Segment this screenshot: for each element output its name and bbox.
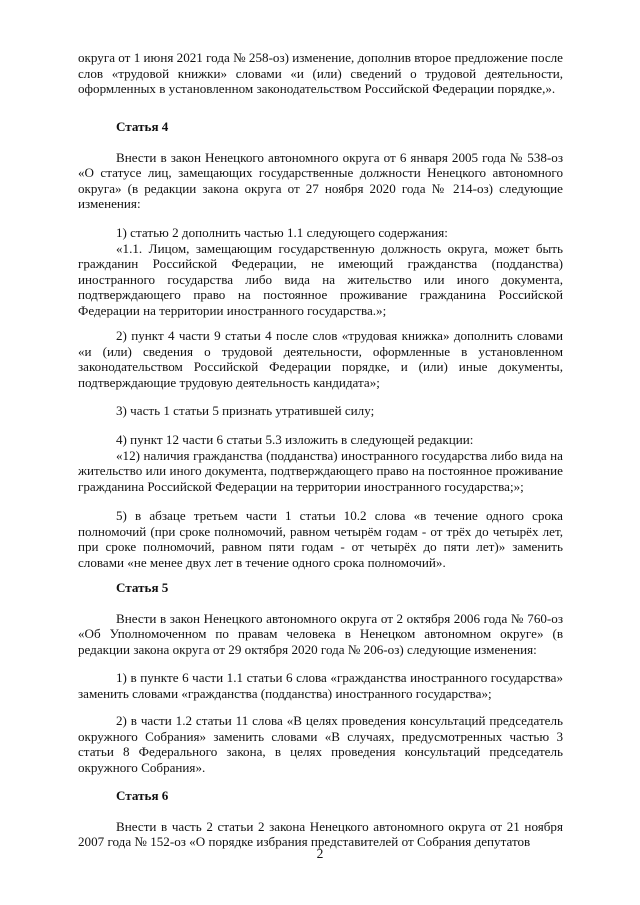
text-block-4 bbox=[78, 713, 563, 775]
text-block-1 bbox=[78, 50, 563, 97]
article-heading: Статья 5 bbox=[116, 580, 169, 595]
paragraph: Внести в закон Ненецкого автономного округа от 2 октября 2006 года № 760-оз «Об Уполномоченном по правам человека в Ненецком автономном округе» (в редакции закона округа от 29 октября 2020 года № 206-оз) следующие изменения: bbox=[78, 610, 563, 657]
paragraph: 5) в абзаце третьем части 1 статьи 10.2 слова «в течение одного срока полномочий (при сроке полномочий, равном четырём годам - от трёх до четырёх лет, при сроке полномочий, равном пяти годам - от четырёх до пяти лет)» заменить словами «не менее двух лет в течение одного срока полномочий». bbox=[78, 508, 563, 570]
paragraph: 4) пункт 12 части 6 статьи 5.3 изложить в следующей редакции: bbox=[116, 431, 474, 447]
paragraph: 1) статью 2 дополнить частью 1.1 следующего содержания: bbox=[116, 224, 448, 240]
paragraph: «1.1. Лицом, замещающим государственную должность округа, может быть гражданин Российской Федерации, не имеющий гражданства (подданства) иностранного государства либо вида на жительство или иного документа, подтверждающего право на постоянное проживание гражданина Российской Федерации на территории иностранного государства.»; bbox=[78, 240, 563, 318]
section-article-6 bbox=[78, 788, 563, 850]
page-number: 2 bbox=[316, 846, 324, 861]
paragraph: Внести в закон Ненецкого автономного округа от 6 января 2005 года № 538-оз «О статусе лиц, замещающих государственные должности Ненецкого автономного округа» (в редакции закона округа от 27 ноября 2020 года № 214-оз) следующие изменения: bbox=[78, 149, 563, 212]
paragraph: округа от 1 июня 2021 года № 258-оз) изменение, дополнив второе предложение после слов «трудовой книжки» словами «и (или) сведений о трудовой деятельности, оформленных в установленном законодательством Российской Федерации порядке,». bbox=[78, 50, 563, 97]
paragraph: Внести в часть 2 статьи 2 закона Ненецкого автономного округа от 21 ноября 2007 года № 152-оз «О порядке избрания представителей от Собрания депутатов bbox=[78, 818, 563, 850]
paragraph: 2) в части 1.2 статьи 11 слова «В целях проведения консультаций председатель окружного Собрания» заменить словами «В случаях, предусмотренных частью 3 статьи 8 Федерального закона, в целях проведения консультаций председатель окружного Собрания». bbox=[78, 713, 563, 775]
section-article-4 bbox=[78, 119, 563, 319]
paragraph: 3) часть 1 статьи 5 признать утратившей силу; bbox=[116, 403, 375, 419]
paragraph: 1) в пункте 6 части 1.1 статьи 6 слова «гражданства иностранного государства» заменить словами «гражданства (подданства) иностранного государства»; bbox=[78, 670, 563, 701]
paragraph: «12) наличия гражданства (подданства) иностранного государства либо вида на жительство или иного документа, подтверждающего право на постоянное проживание гражданина Российской Федерации на территории иностранного государства;»; bbox=[78, 447, 563, 494]
section-article-5 bbox=[78, 580, 563, 702]
article-heading: Статья 6 bbox=[116, 788, 169, 803]
paragraph: 2) пункт 4 части 9 статьи 4 после слов «трудовая книжка» дополнить словами «и (или) сведения о трудовой деятельности, оформленные в установленном законодательством Российской Федерации порядке, и (или) иные документы, подтверждающие трудовую деятельность кандидата»; bbox=[78, 328, 563, 390]
text-block-3 bbox=[78, 508, 563, 570]
article-heading: Статья 4 bbox=[116, 119, 169, 134]
text-block-2 bbox=[78, 328, 563, 494]
